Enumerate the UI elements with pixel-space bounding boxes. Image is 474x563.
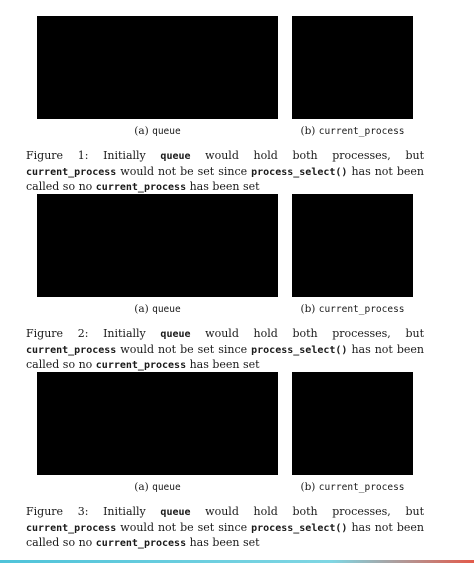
- subfigure-caption: [37, 124, 278, 139]
- caption-code: current_process: [26, 522, 117, 534]
- caption-text: would not be set since: [116, 520, 252, 534]
- subfigure-name: current_process: [318, 482, 405, 493]
- caption-text: has been set: [186, 180, 260, 194]
- subfigure-caption: [37, 302, 278, 317]
- subfigure-caption: [282, 302, 423, 317]
- subfigure-name: queue: [152, 482, 181, 493]
- subfigure-caption: [282, 124, 423, 139]
- caption-code: current_process: [95, 182, 187, 194]
- caption-text: would not be set since: [116, 342, 252, 356]
- subfigure-label: (b): [300, 481, 316, 493]
- figure-caption: [26, 149, 424, 196]
- subfigure-caption: [37, 480, 278, 495]
- caption-code: process_select(): [251, 344, 348, 356]
- figure-image-placeholder: [292, 16, 413, 119]
- subfigure-label: (b): [300, 303, 316, 315]
- caption-code: process_select(): [251, 522, 348, 534]
- caption-code: process_select(): [251, 166, 348, 178]
- caption-prefix: Figure 1:: [26, 149, 104, 162]
- subfigure-name: current_process: [318, 304, 405, 315]
- figure-caption: [26, 327, 424, 374]
- subfigure-current-process: [292, 194, 413, 315]
- caption-text: Initially: [103, 327, 161, 340]
- subfigure-queue: [37, 16, 278, 137]
- caption-text: would hold both processes, but: [190, 327, 424, 340]
- figure-1: [0, 16, 474, 196]
- caption-text: has not been called so no: [26, 164, 424, 194]
- subfigure-queue: [37, 372, 278, 493]
- caption-text: Initially: [103, 149, 161, 162]
- subfigure-label: (a): [134, 481, 149, 493]
- subfigure-queue: [37, 194, 278, 315]
- subfigure-caption: [282, 480, 423, 495]
- caption-text: Initially: [103, 505, 161, 518]
- figure-image-placeholder: [292, 372, 413, 475]
- figure-2: [0, 194, 474, 374]
- caption-code: current_process: [26, 344, 117, 356]
- caption-code: current_process: [95, 360, 187, 372]
- caption-text: would hold both processes, but: [190, 505, 424, 518]
- caption-text: has not been called so no: [26, 342, 424, 372]
- figure-image-placeholder: [37, 16, 278, 119]
- figure-3: [0, 372, 474, 552]
- caption-code: current_process: [95, 538, 187, 550]
- figure-image-placeholder: [37, 194, 278, 297]
- figure-image-placeholder: [37, 372, 278, 475]
- subfigure-name: queue: [152, 126, 181, 137]
- caption-prefix: Figure 3:: [26, 505, 104, 518]
- caption-text: would hold both processes, but: [190, 149, 424, 162]
- subfigure-label: (a): [134, 125, 149, 137]
- caption-code: queue: [160, 151, 191, 162]
- caption-code: current_process: [26, 166, 117, 178]
- caption-code: queue: [160, 507, 191, 518]
- subfigure-current-process: [292, 372, 413, 493]
- caption-prefix: Figure 2:: [26, 327, 104, 340]
- figure-image-placeholder: [292, 194, 413, 297]
- subfigure-name: queue: [152, 304, 181, 315]
- subfigure-current-process: [292, 16, 413, 137]
- caption-code: queue: [160, 329, 191, 340]
- subfigure-label: (a): [134, 303, 149, 315]
- caption-text: has been set: [186, 536, 260, 550]
- caption-text: has been set: [186, 358, 260, 372]
- subfigure-name: current_process: [318, 126, 405, 137]
- caption-text: has not been called so no: [26, 520, 424, 550]
- subfigure-label: (b): [300, 125, 316, 137]
- caption-text: would not be set since: [116, 164, 252, 178]
- figure-caption: [26, 505, 424, 552]
